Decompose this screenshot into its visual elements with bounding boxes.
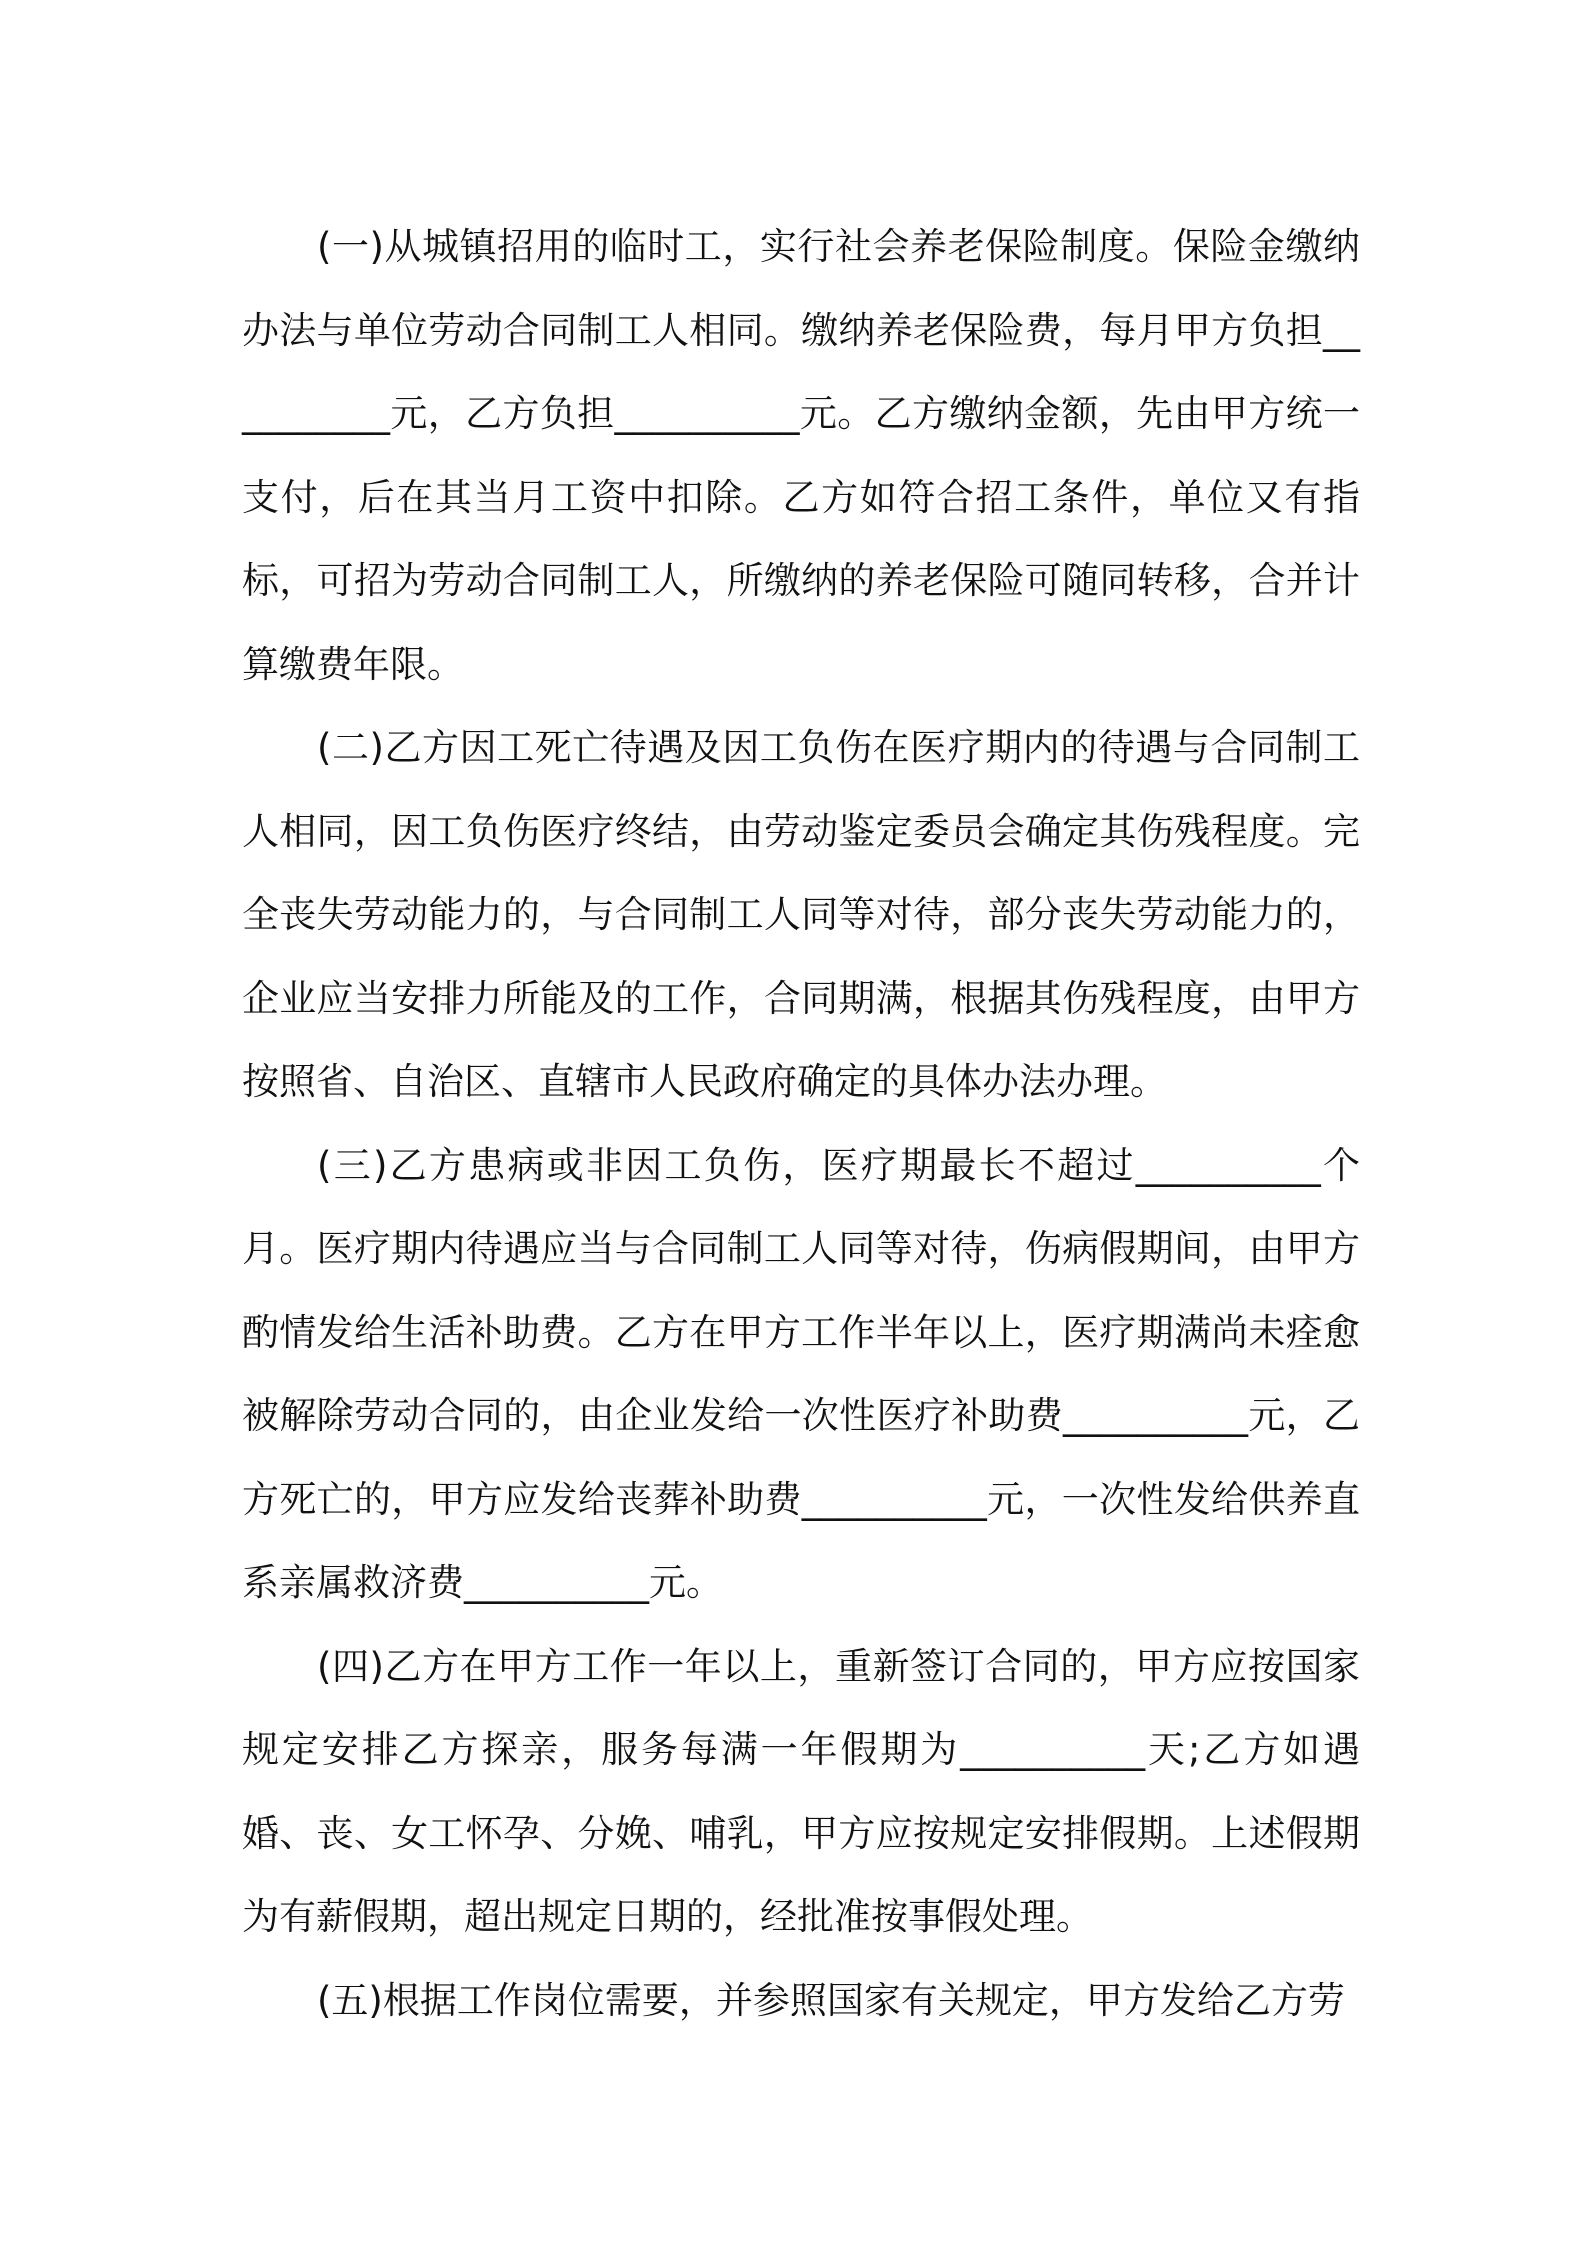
paragraph-1: (一)从城镇招用的临时工，实行社会养老保险制度。保险金缴纳办法与单位劳动合同制工人相同。缴纳养老保险费，每月甲方负担__________元，乙方负担__________元。乙方缴纳金额，先由甲方统一支付，后在其当月工资中扣除。乙方如符合招工条件，单位又有指标，可招为劳动合同制工人，所缴纳的养老保险可随同转移，合并计算缴费年限。 [242,225,1360,686]
paragraph-5: (五)根据工作岗位需要，并参照国家有关规定，甲方发给乙方劳 [317,1978,1345,2022]
document-body [242,205,1360,2042]
paragraph-2: (二)乙方因工死亡待遇及因工负伤在医疗期内的待遇与合同制工人相同，因工负伤医疗终结，由劳动鉴定委员会确定其伤残程度。完全丧失劳动能力的，与合同制工人同等对待，部分丧失劳动能力的，企业应当安排力所能及的工作，合同期满，根据其伤残程度，由甲方按照省、自治区、直辖市人民政府确定的具体办法办理。 [242,726,1360,1103]
paragraph-3: (三)乙方患病或非因工负伤，医疗期最长不超过__________个月。医疗期内待遇应当与合同制工人同等对待，伤病假期间，由甲方酌情发给生活补助费。乙方在甲方工作半年以上，医疗期满尚未痊愈被解除劳动合同的，由企业发给一次性医疗补助费__________元，乙方死亡的，甲方应发给丧葬补助费__________元，一次性发给供养直系亲属救济费__________元。 [242,1143,1360,1604]
paragraph-4: (四)乙方在甲方工作一年以上，重新签订合同的，甲方应按国家规定安排乙方探亲，服务每满一年假期为__________天;乙方如遇婚、丧、女工怀孕、分娩、哺乳，甲方应按规定安排假期。上述假期为有薪假期，超出规定日期的，经批准按事假处理。 [242,1644,1360,1938]
